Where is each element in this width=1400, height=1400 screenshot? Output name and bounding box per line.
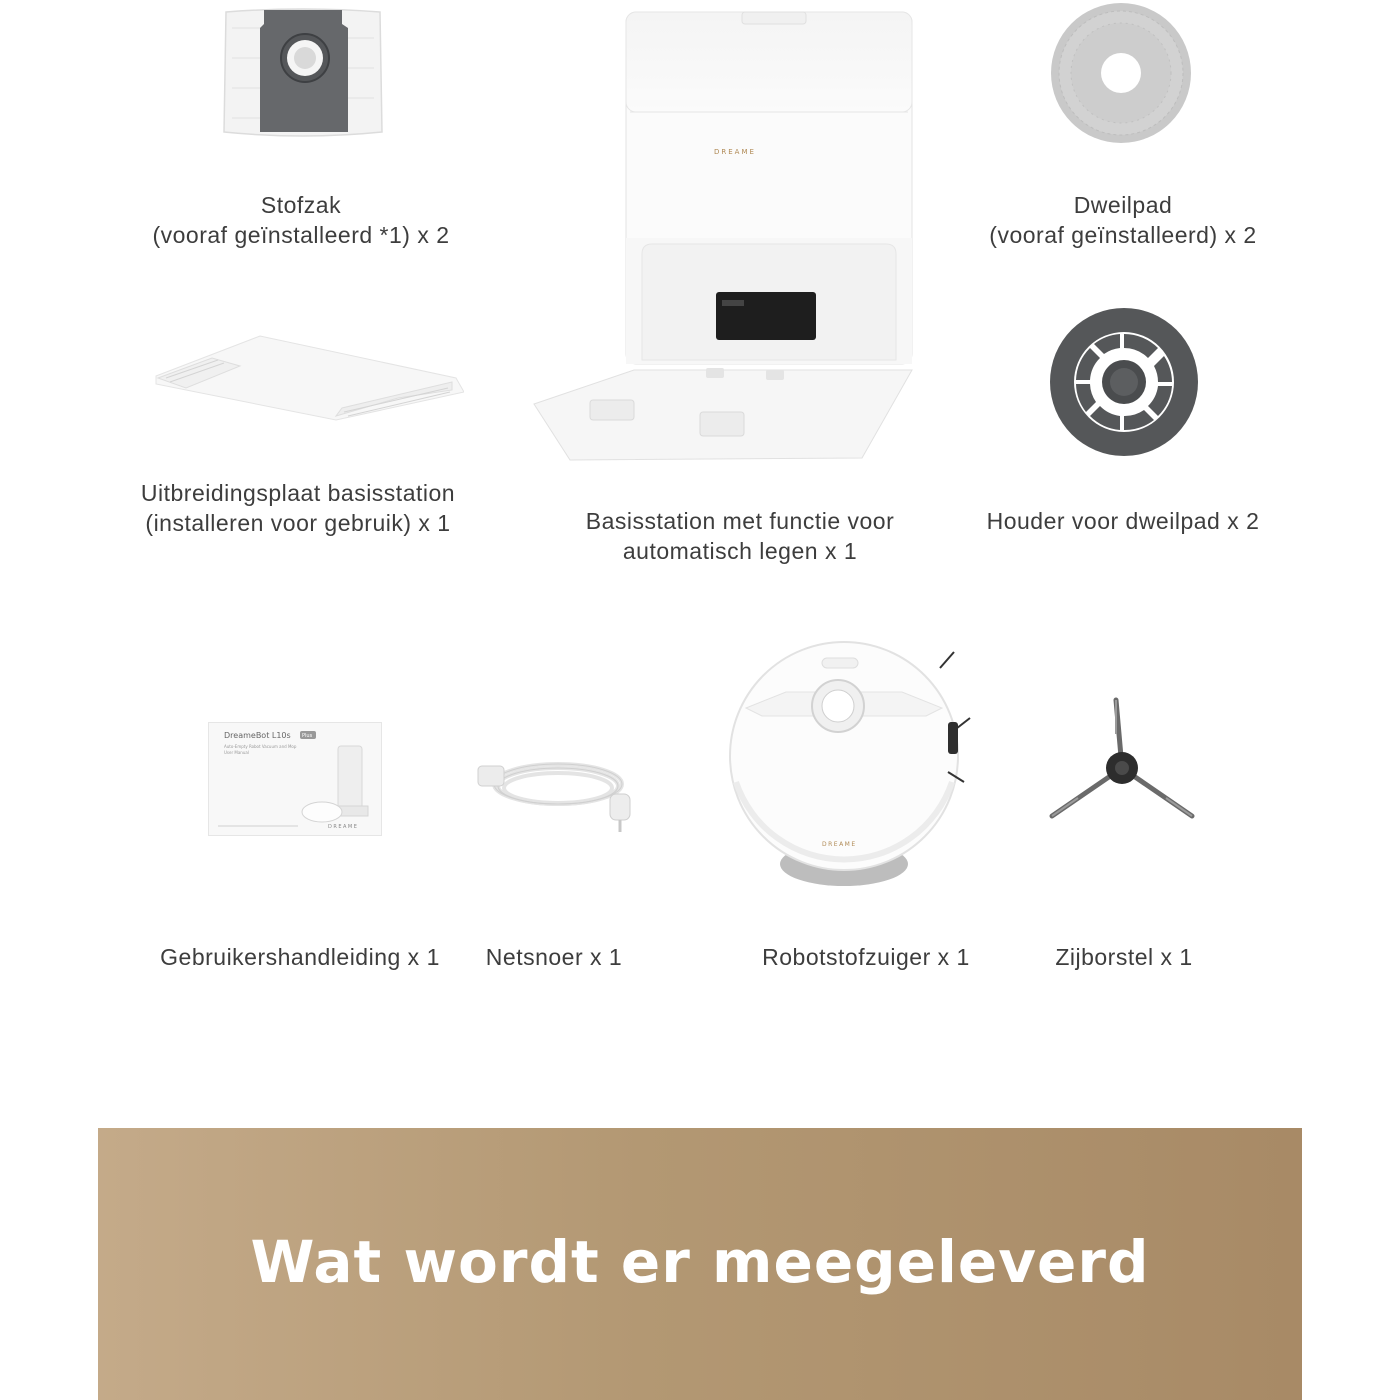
robot-vacuum-image [726,632,978,894]
ramp-title: Uitbreidingsplaat basisstation [140,480,456,506]
manual-badge-text: Plus [302,733,313,739]
dust-bag-label [120,190,482,250]
base-station-detail: automatisch legen x 1 [622,538,858,564]
side-brush-title: Zijborstel x 1 [1055,944,1193,970]
manual-title: Gebruikershandleiding x 1 [160,944,440,970]
robot-vacuum-title: Robotstofzuiger x 1 [762,944,970,970]
dust-bag-detail: (vooraf geïnstalleerd *1) x 2 [152,222,450,248]
robot-brand-text: DREAME [822,841,857,848]
ramp-detail: (installeren voor gebruik) x 1 [145,510,451,536]
base-station-title: Basisstation met functie voor [585,508,895,534]
manual-brand-text: DREAME [328,824,359,830]
base-station-image [530,8,920,468]
mop-holder-title: Houder voor dweilpad x 2 [986,508,1260,534]
ramp-image [152,332,464,422]
mop-pad-title: Dweilpad [1073,192,1173,218]
dust-bag-image [222,8,384,138]
dust-bag-title: Stofzak [260,192,342,218]
mop-holder-image [1048,306,1200,458]
manual-subtitle2-text: User Manual [224,750,249,755]
banner-title: Wat wordt er meegeleverd [250,1228,1150,1296]
ramp-label [100,478,496,538]
side-brush-image [1046,694,1198,826]
station-brand-text: DREAME [714,148,756,156]
manual-label [140,942,460,972]
manual-image [208,722,382,836]
mop-holder-label [958,506,1288,536]
power-cord-label [466,942,642,972]
mop-pad-label [960,190,1286,250]
robot-vacuum-label [740,942,992,972]
base-station-label [540,506,940,566]
contents-banner [98,1128,1302,1400]
manual-title-text: DreameBot L10s [224,731,291,740]
power-cord-title: Netsnoer x 1 [485,944,623,970]
mop-pad-detail: (vooraf geïnstalleerd) x 2 [989,222,1257,248]
mop-pad-image [1048,0,1194,146]
manual-subtitle-text: Auto-Empty Robot Vacuum and Mop [224,744,297,749]
power-cord-image [474,744,634,836]
side-brush-label [1034,942,1214,972]
